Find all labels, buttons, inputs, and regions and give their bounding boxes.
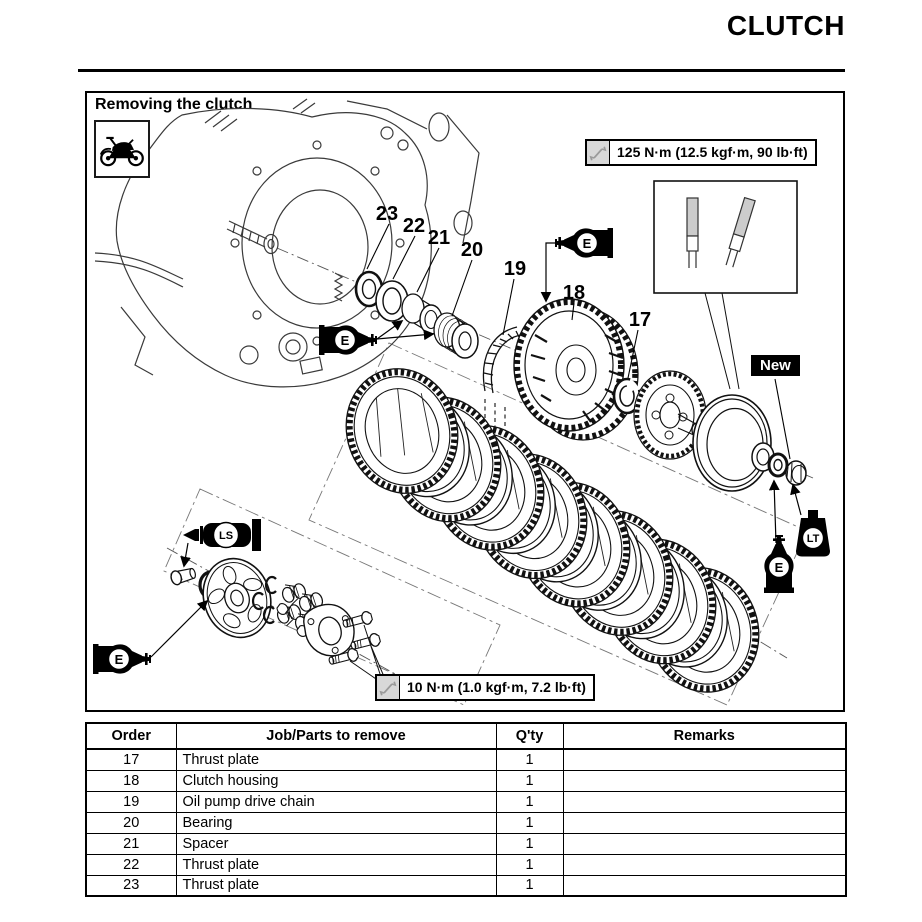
- cell-remarks: [563, 749, 846, 770]
- cell-order: 21: [86, 833, 176, 854]
- torque-value-upper: 125 N·m (12.5 kgf·m, 90 lb·ft): [617, 144, 808, 160]
- torque-value-lower: 10 N·m (1.0 kgf·m, 7.2 lb·ft): [407, 679, 586, 695]
- pressure-plate: [193, 550, 280, 646]
- cell-order: 17: [86, 749, 176, 770]
- engine-oil-label: E: [774, 560, 784, 575]
- engine-case-sketch: [95, 99, 479, 387]
- cell-qty: 1: [496, 833, 563, 854]
- bearing-20: [434, 313, 478, 358]
- cell-remarks: [563, 770, 846, 791]
- cell-order: 20: [86, 812, 176, 833]
- col-header-qty: Q'ty: [496, 723, 563, 749]
- cell-qty: 1: [496, 854, 563, 875]
- wrench-icon: [587, 141, 610, 164]
- part-label-21: 21: [427, 227, 451, 249]
- table-header-row: [86, 723, 846, 749]
- engine-oil-label: E: [582, 236, 592, 251]
- motorcycle-icon: [98, 129, 146, 169]
- cell-remarks: [563, 812, 846, 833]
- part-label-22: 22: [402, 215, 426, 237]
- pressure-plate-assembly: [170, 550, 385, 681]
- page-title: CLUTCH: [726, 10, 845, 41]
- grease-label: LS: [218, 530, 234, 542]
- exploded-diagram: [87, 93, 843, 710]
- part-label-23: 23: [375, 203, 399, 225]
- cell-qty: 1: [496, 875, 563, 896]
- col-header-job: Job/Parts to remove: [176, 723, 496, 749]
- cell-qty: 1: [496, 770, 563, 791]
- part-label-17: 17: [628, 309, 652, 331]
- cell-order: 22: [86, 854, 176, 875]
- cell-qty: 1: [496, 812, 563, 833]
- cell-remarks: [563, 875, 846, 896]
- cell-order: 23: [86, 875, 176, 896]
- new-label-leader: [775, 379, 790, 459]
- table-row: [86, 854, 846, 875]
- engine-oil-label: E: [114, 652, 124, 667]
- table-row: [86, 791, 846, 812]
- pivot-bolt: [170, 566, 197, 586]
- new-part-badge: New: [751, 355, 800, 376]
- table-row: [86, 770, 846, 791]
- figure-box: [85, 91, 845, 712]
- cell-job: Bearing: [176, 812, 496, 833]
- torque-callout-upper: [585, 139, 817, 166]
- cell-job: Oil pump drive chain: [176, 791, 496, 812]
- cell-remarks: [563, 854, 846, 875]
- engine-oil-label: E: [340, 333, 350, 348]
- clutch-housing-18: [514, 299, 638, 440]
- table-row: [86, 833, 846, 854]
- cell-remarks: [563, 833, 846, 854]
- cell-job: Spacer: [176, 833, 496, 854]
- table-row: [86, 812, 846, 833]
- table-row: [86, 749, 846, 770]
- col-header-remarks: Remarks: [563, 723, 846, 749]
- figure-title: Removing the clutch: [95, 96, 253, 113]
- clutch-nut: [786, 461, 806, 485]
- cell-order: 19: [86, 791, 176, 812]
- cell-qty: 1: [496, 749, 563, 770]
- conical-spring-washer: [769, 454, 787, 476]
- cell-job: Clutch housing: [176, 770, 496, 791]
- cell-job: Thrust plate: [176, 854, 496, 875]
- part-label-20: 20: [460, 239, 484, 261]
- loctite-label: LT: [806, 533, 820, 545]
- cell-remarks: [563, 791, 846, 812]
- wrench-icon: [377, 676, 400, 699]
- cell-job: Thrust plate: [176, 749, 496, 770]
- part-label-18: 18: [562, 282, 586, 304]
- table-row: [86, 875, 846, 896]
- part-label-19: 19: [503, 258, 527, 280]
- header-rule: [78, 69, 845, 72]
- motorcycle-icon-box: [94, 120, 150, 178]
- parts-table: [85, 722, 847, 897]
- cell-qty: 1: [496, 791, 563, 812]
- col-header-order: Order: [86, 723, 176, 749]
- cell-job: Thrust plate: [176, 875, 496, 896]
- torque-callout-lower: [375, 674, 595, 701]
- cell-order: 18: [86, 770, 176, 791]
